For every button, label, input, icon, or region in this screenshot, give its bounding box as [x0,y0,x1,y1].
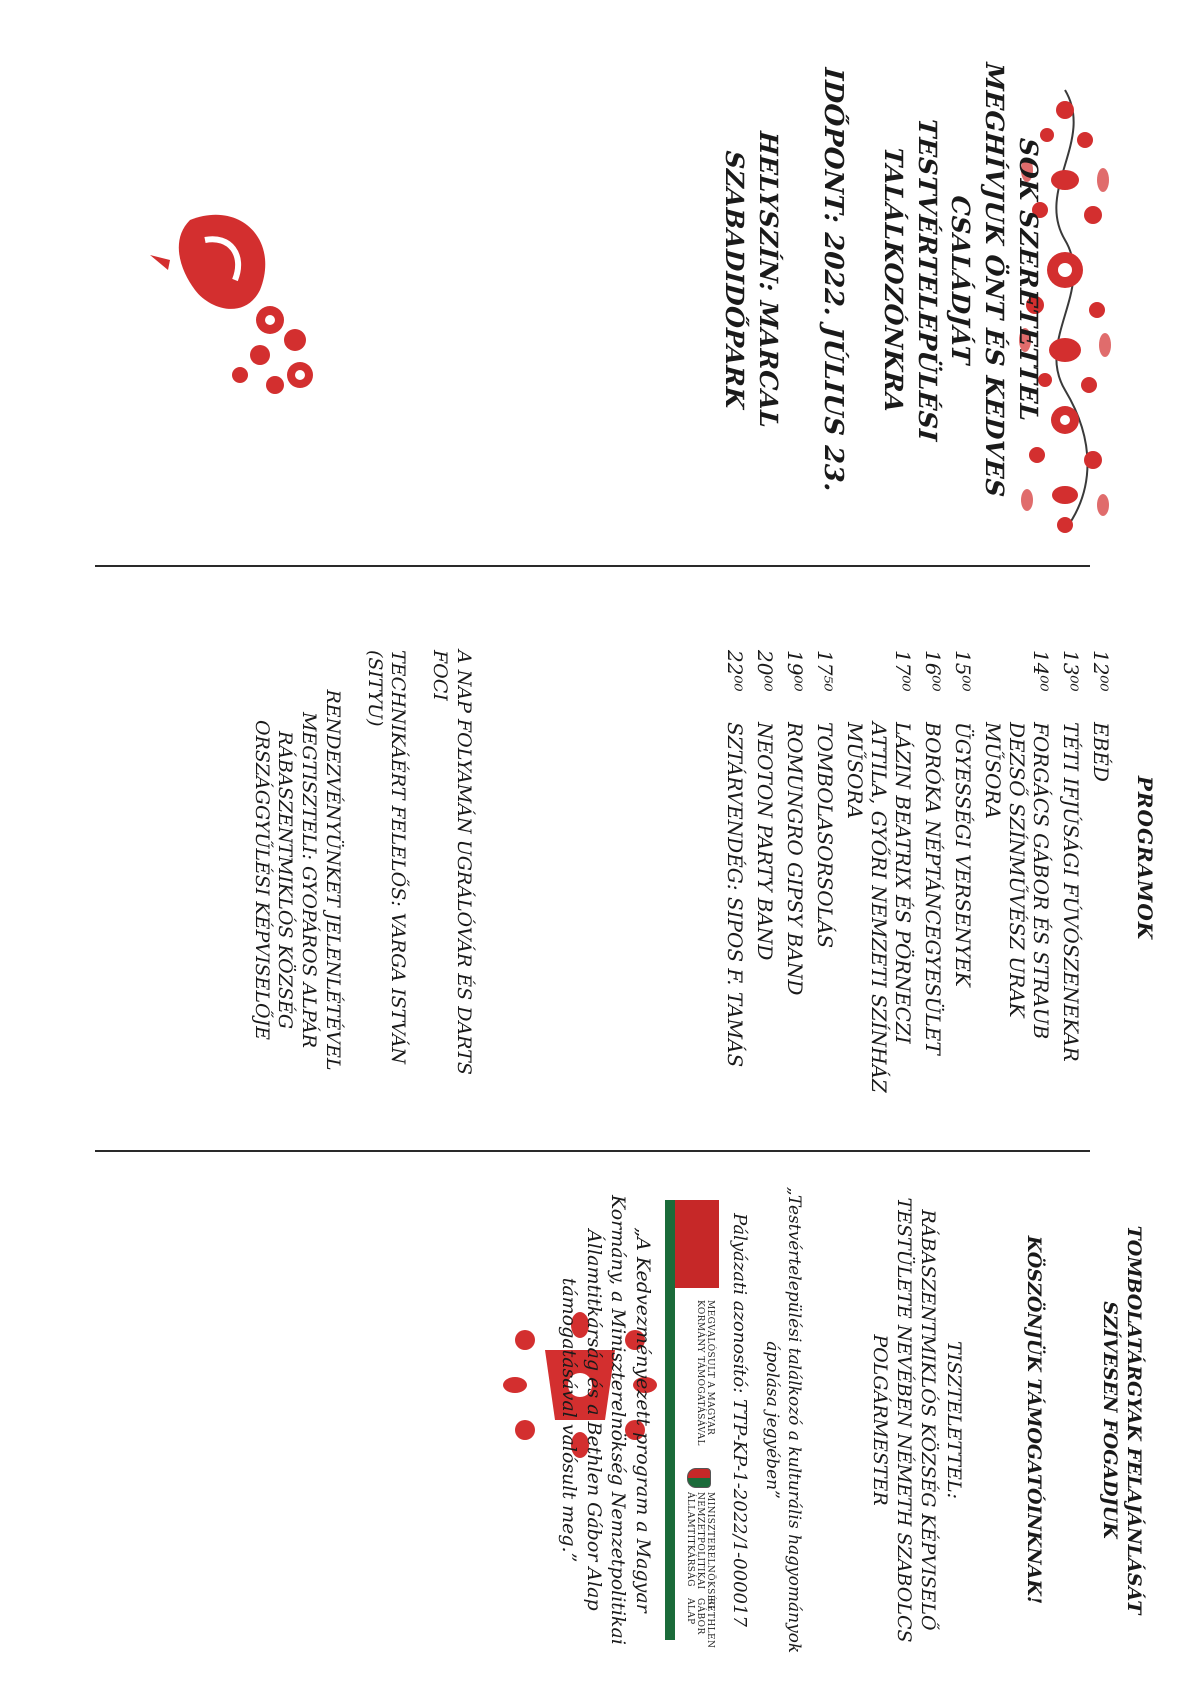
program-notes [231,650,475,1110]
program-text: TOMBOLASORSOLÁS [813,721,837,948]
program-list [717,650,1113,1110]
funding-statement: „A Kedvezményezett program a Magyar Kormány, a Miniszterelnökség Nemzetpolitikai Államtitkárság és a Bethlen Gábor Alap támogatásával valósult meg.” [557,1195,654,1645]
program-text: NEOTON PARTY BAND [753,721,777,960]
invitation-line-3: CSALÁDJÁT [946,194,976,366]
program-text: ROMUNGRO GIPSY BAND [783,721,807,995]
program-time: 13⁰⁰ [1059,649,1083,691]
thanks-rotated [35,1180,1155,1660]
program-panel [0,575,1190,1140]
program-time: 15⁰⁰ [951,649,975,691]
program-title: PROGRAMOK [1133,775,1157,940]
sponsor-bga: BETHLEN GÁBOR ALAP [685,1598,715,1649]
program-item [843,650,915,1110]
sponsor-ministry: MINISZTERELNÖKSÉG NEMZETPOLITIKAI ÁLLAMTITKÁRSÁG [685,1492,715,1610]
program-time: 17⁰⁰ [891,649,915,691]
invitation-text-block [718,60,1045,500]
event-place-line-1: HELYSZÍN: MARCAL [754,130,784,430]
regards-title: TISZTELETTEL: [943,1340,965,1499]
program-time: 14⁰⁰ [1029,649,1053,691]
program-time: 20⁰⁰ [753,649,777,691]
divider-bottom [95,1150,1090,1152]
program-text: FORGÁCS GÁBOR ÉS STRAUB DEZSŐ SZÍNMŰVÉSZ URAK MŰSORA [981,721,1053,1039]
program-text: ÜGYESSÉGI VERSENYEK [951,721,975,987]
invitation-line-1: SOK SZERETETTEL [1014,137,1043,423]
program-text: TÉTI IFJÚSÁGI FÚVÓSZENEKAR [1059,721,1083,1062]
sponsor-logo-bar [665,1200,719,1649]
regards-body: RÁBASZENTMIKLÓS KÖZSÉG KÉPVISELŐ TESTÜLETE NEVÉBEN NÉMETH SZABOLCS POLGÁRMESTER [869,1197,939,1643]
invitation-panel [0,0,1190,560]
program-item [981,650,1053,1110]
program-time: 17⁵⁰ [813,649,837,691]
invitation-line-2: MEGHÍVJUK ÖNT ÉS KEDVES [980,61,1010,499]
invitation-line-5: TALÁLKOZÓNKRA [879,146,908,414]
project-quote: „Testvértelepülési találkozó a kulturális hagyományok ápolása jegyében” [761,1186,804,1654]
program-time: 22⁰⁰ [723,649,747,691]
program-item [921,650,945,1110]
program-text: BORÓKA NÉPTÁNCEGYESÜLET [921,721,945,1055]
program-time: 16⁰⁰ [921,649,945,691]
program-item [783,650,807,1110]
program-text: LÁZIN BEATRIX ÉS PÖRNECZI ATTILA, GYŐRI NEMZETI SZÍNHÁZ MŰSORA [843,721,915,1093]
program-time: 19⁰⁰ [783,649,807,691]
grant-id: Pályázati azonosító: TTP-KP-1-2022/1-000017 [729,1213,750,1627]
program-text: SZTÁRVENDÉG: SIPOS F. TAMÁS [723,721,747,1067]
program-item [951,650,975,1110]
invitation-rotated [45,30,1145,530]
event-date: IDŐPONT: 2022. JÚLIUS 23. [818,66,849,494]
supporters-thanks: KÖSZÖNJÜK TÁMOGATÓINKNAK! [1023,1235,1045,1605]
program-item [723,650,747,1110]
program-rotated [25,598,1165,1118]
note-honor: RENDEZVÉNYÜNKET JELENLÉTÉVEL MEGTISZTELI: GYOPÁROS ALPÁR RÁBASZENTMIKLÓS KÖZSÉG ORSZÁGGYŰLÉSI KÉPVISELŐJE [250,688,344,1071]
program-time: 12⁰⁰ [1089,649,1113,691]
program-item [1059,650,1083,1110]
sponsor-government: MEGVALÓSULT A MAGYAR KORMÁNY TÁMOGATÁSÁVAL [695,1300,715,1446]
note-tech: TECHNIKÁÉRT FELELŐS: VARGA ISTVÁN (SITYU) [363,649,410,1064]
event-place-line-2: SZABADIDŐPARK [720,149,750,411]
note-day: A NAP FOLYAMÁN UGRÁLÓVÁR ÉS DARTS FOCI [429,649,475,1075]
program-item [753,650,777,1110]
program-item [813,650,837,1110]
hungarian-crest-icon [687,1468,711,1488]
program-text: EBÉD [1089,721,1113,782]
tombola-notice: TOMBOLATÁRGYAK FELAJÁNLÁSÁT SZÍVESEN FOGADJUK [1099,1225,1145,1615]
divider-top [95,565,1090,567]
invitation-line-4: TESTVÉRTELEPÜLÉSI [912,117,942,443]
program-item [1089,650,1113,1110]
thanks-panel [0,1160,1190,1680]
